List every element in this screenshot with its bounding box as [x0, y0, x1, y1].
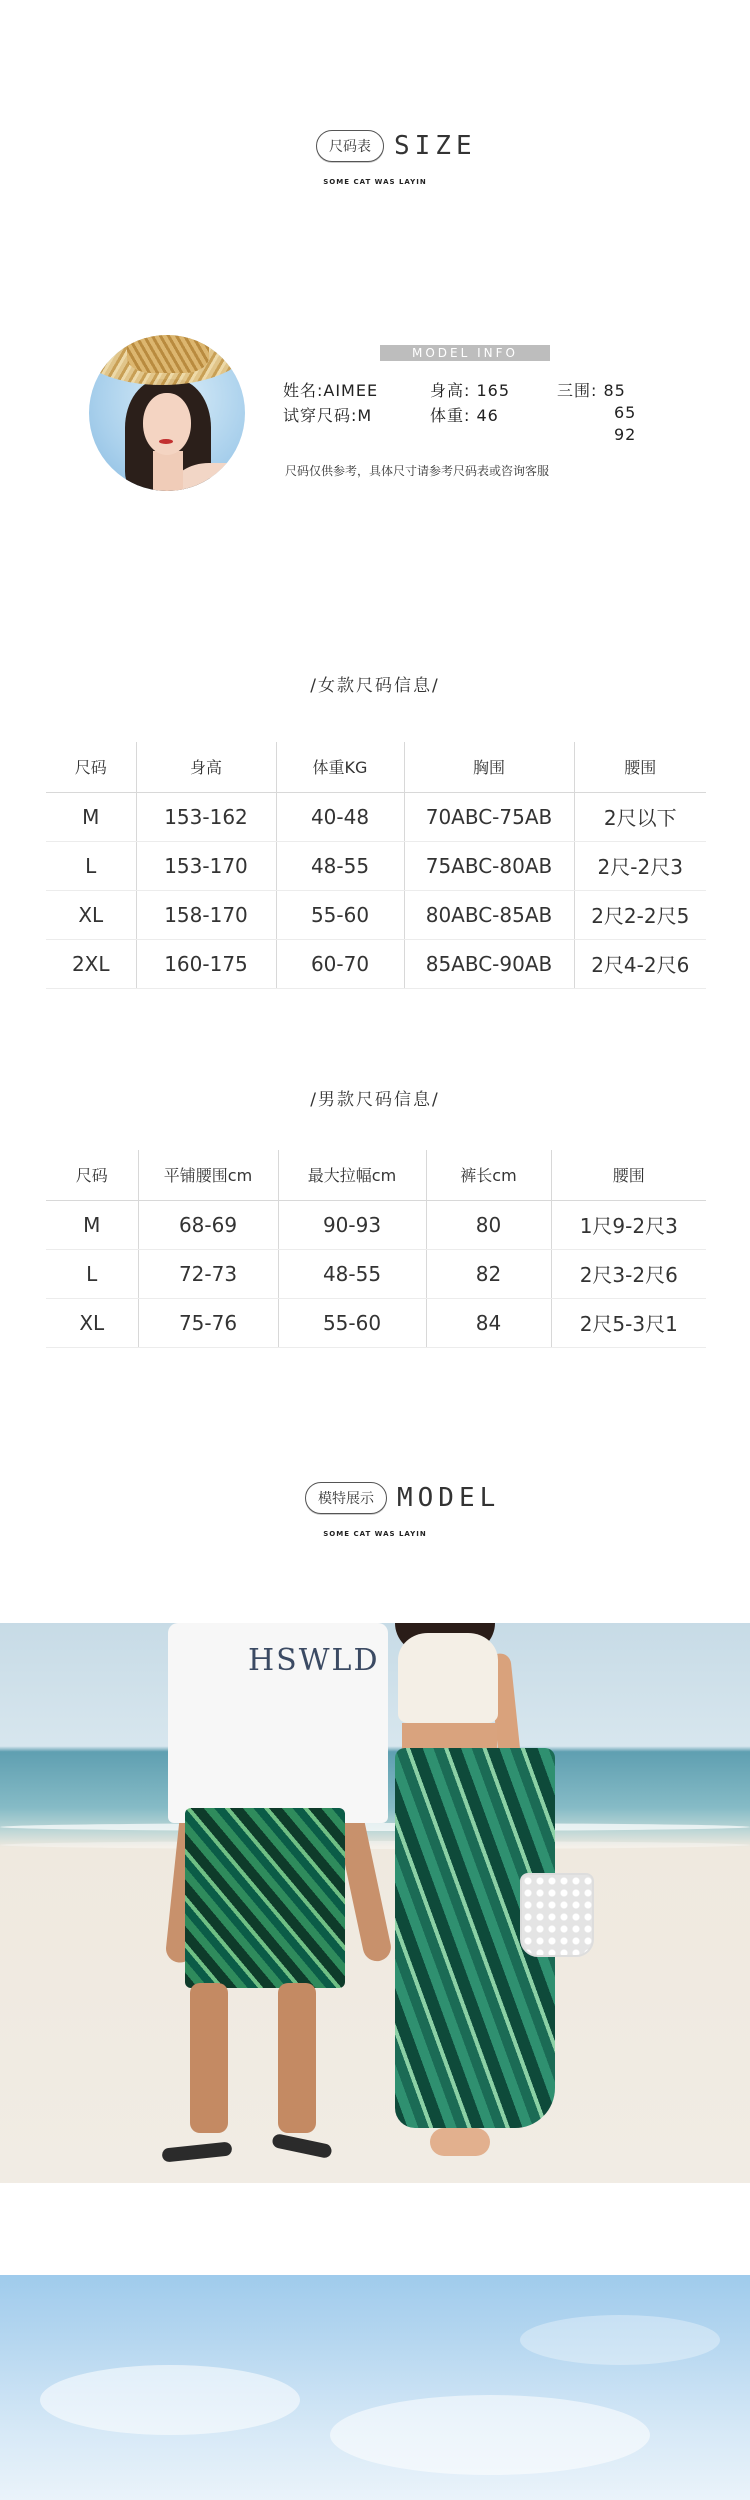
cloud [40, 2365, 300, 2435]
men-header-size: 尺码 [46, 1150, 138, 1200]
avatar-lips [159, 439, 173, 444]
table-row [46, 1200, 706, 1249]
table-cell: 40-48 [276, 792, 404, 841]
table-cell: 48-55 [276, 841, 404, 890]
table-cell: 2尺3-2尺6 [551, 1249, 706, 1298]
table-cell: 55-60 [278, 1298, 426, 1347]
table-cell: 70ABC-75AB [404, 792, 574, 841]
women-header-size: 尺码 [46, 742, 136, 792]
man-left-leg [190, 1983, 228, 2133]
avatar-face [143, 393, 191, 455]
table-cell: 2尺-2尺3 [574, 841, 706, 890]
women-table-header-row [46, 742, 706, 792]
model-measurement-waist: 65 [614, 403, 637, 422]
cloud [520, 2315, 720, 2365]
wave-line [0, 1841, 750, 1849]
size-title: SIZE [394, 131, 477, 161]
model-measurement-hip: 92 [614, 425, 637, 444]
model-section-header [0, 1482, 750, 1542]
model-title: MODEL [397, 1483, 501, 1513]
women-header-waist: 腰围 [574, 742, 706, 792]
table-cell: 75ABC-80AB [404, 841, 574, 890]
men-size-table [46, 1150, 706, 1348]
shirt-print-text: HSWLD [248, 1643, 380, 1678]
table-cell: 160-175 [136, 939, 276, 988]
women-header-bust: 胸围 [404, 742, 574, 792]
table-cell: M [46, 792, 136, 841]
table-cell: 84 [426, 1298, 551, 1347]
straw-hat-crown [127, 335, 209, 373]
model-try-size: 试穿尺码:M [283, 406, 373, 425]
table-row [46, 841, 706, 890]
table-cell: 1尺9-2尺3 [551, 1200, 706, 1249]
men-table-header-row [46, 1150, 706, 1200]
man-left-sandal [161, 2141, 232, 2162]
table-row [46, 890, 706, 939]
man-palm-shorts [185, 1808, 345, 1988]
table-cell: XL [46, 1298, 138, 1347]
table-row [46, 1249, 706, 1298]
table-cell: 2尺2-2尺5 [574, 890, 706, 939]
table-row [46, 792, 706, 841]
sky-photo [0, 2275, 750, 2500]
table-cell: L [46, 1249, 138, 1298]
model-measurements: 三围: 85 [557, 381, 626, 400]
table-cell: 80 [426, 1200, 551, 1249]
table-cell: L [46, 841, 136, 890]
table-cell: XL [46, 890, 136, 939]
model-subtitle: SOME CAT WAS LAYIN [323, 1530, 427, 1538]
table-cell: 85ABC-90AB [404, 939, 574, 988]
table-cell: 82 [426, 1249, 551, 1298]
table-cell: 153-162 [136, 792, 276, 841]
table-cell: 55-60 [276, 890, 404, 939]
cloud [330, 2395, 650, 2475]
man-right-sandal [271, 2133, 333, 2159]
table-cell: 90-93 [278, 1200, 426, 1249]
table-row [46, 1298, 706, 1347]
men-size-title: /男款尺码信息/ [310, 1090, 440, 1110]
woman-feet [430, 2128, 490, 2156]
women-header-height: 身高 [136, 742, 276, 792]
men-header-length: 裤长cm [426, 1150, 551, 1200]
table-row [46, 939, 706, 988]
men-header-waist: 腰围 [551, 1150, 706, 1200]
women-header-weight: 体重KG [276, 742, 404, 792]
table-cell: 80ABC-85AB [404, 890, 574, 939]
size-subtitle: SOME CAT WAS LAYIN [323, 178, 427, 186]
table-cell: 2XL [46, 939, 136, 988]
woman-white-top [398, 1633, 498, 1723]
man-right-leg [278, 1983, 316, 2133]
table-cell: M [46, 1200, 138, 1249]
wave-line [0, 1823, 750, 1831]
size-reference-note: 尺码仅供参考，具体尺寸请参考尺码表或咨询客服 [285, 464, 550, 478]
table-cell: 68-69 [138, 1200, 278, 1249]
table-cell: 75-76 [138, 1298, 278, 1347]
table-cell: 2尺5-3尺1 [551, 1298, 706, 1347]
avatar-neck [153, 451, 183, 491]
men-header-max-stretch: 最大拉幅cm [278, 1150, 426, 1200]
model-height: 身高: 165 [430, 381, 511, 400]
table-cell: 60-70 [276, 939, 404, 988]
table-cell: 2尺4-2尺6 [574, 939, 706, 988]
size-chart-badge: 尺码表 [316, 130, 384, 162]
model-name: 姓名:AIMEE [283, 381, 379, 400]
table-cell: 48-55 [278, 1249, 426, 1298]
model-weight: 体重: 46 [430, 406, 499, 425]
women-size-table [46, 742, 706, 989]
model-display-badge: 模特展示 [305, 1482, 387, 1514]
table-cell: 153-170 [136, 841, 276, 890]
women-size-title: /女款尺码信息/ [310, 676, 440, 696]
table-cell: 2尺以下 [574, 792, 706, 841]
woven-beach-bag [520, 1873, 594, 1957]
men-header-flat-waist: 平铺腰围cm [138, 1150, 278, 1200]
model-avatar [89, 335, 245, 491]
size-section-header [0, 130, 750, 190]
table-cell: 72-73 [138, 1249, 278, 1298]
couple-beach-photo [0, 1623, 750, 2183]
model-info-tag: MODEL INFO [380, 345, 550, 361]
table-cell: 158-170 [136, 890, 276, 939]
